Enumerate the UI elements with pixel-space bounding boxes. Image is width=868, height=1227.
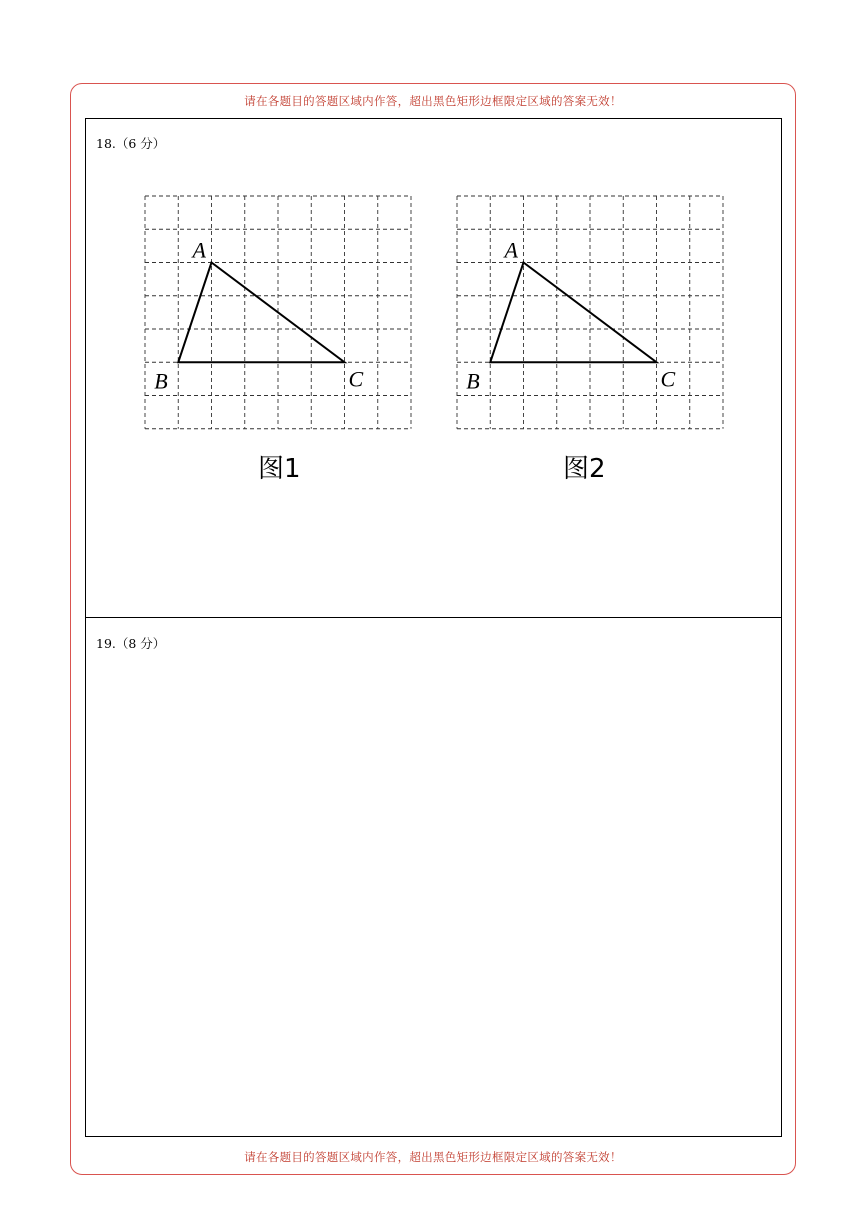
figure-2-caption: 图2 [563,454,606,484]
point-label-a: A [192,237,206,263]
triangle-abc [490,263,656,363]
point-label-a: A [504,237,518,263]
point-label-b: B [466,368,480,394]
bottom-warning-text: 请在各题目的答题区域内作答，超出黑色矩形边框限定区域的答案无效！ [244,1150,622,1164]
question-18-label: 18.（6 分） [96,136,166,151]
point-label-c: C [348,366,364,392]
triangle-abc [178,263,344,363]
figure-1-grid [145,196,411,429]
figure-1-caption: 图1 [258,454,301,484]
point-label-b: B [154,368,168,394]
figure-2-grid [457,196,723,429]
question-19-label: 19.（8 分） [96,636,166,651]
top-warning-text: 请在各题目的答题区域内作答，超出黑色矩形边框限定区域的答案无效！ [244,94,622,108]
point-label-c: C [660,366,676,392]
